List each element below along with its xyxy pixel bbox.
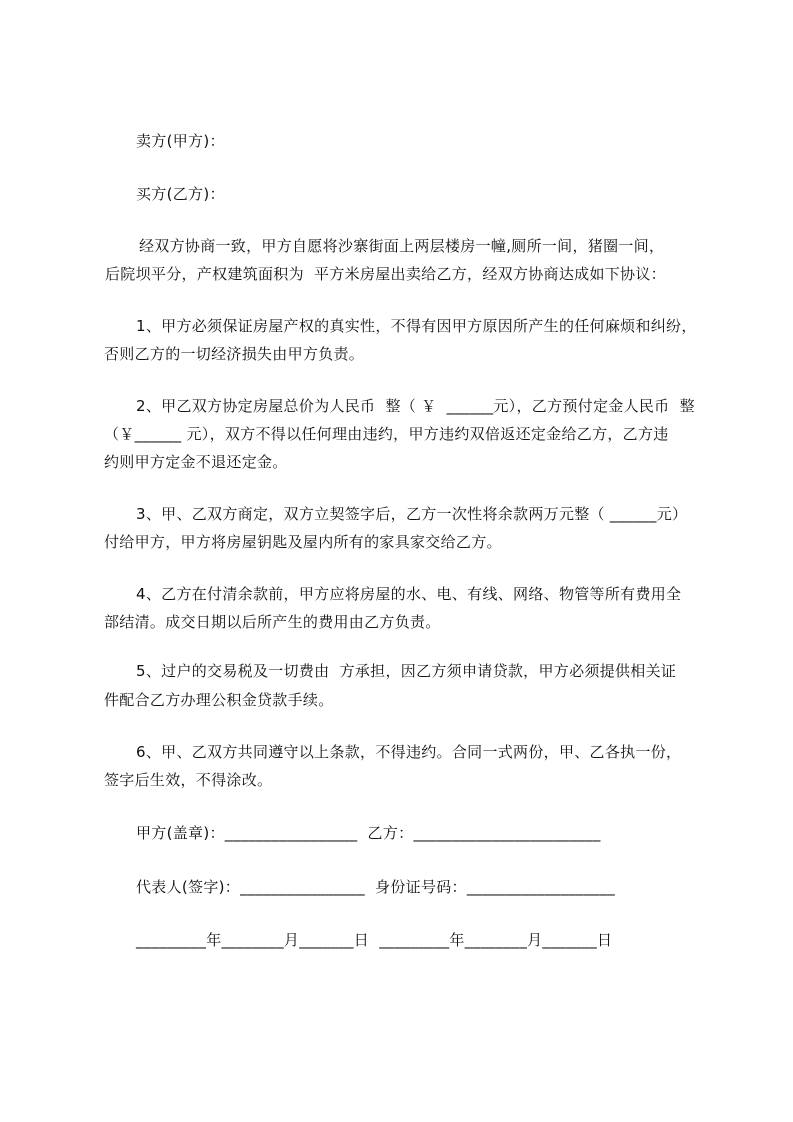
clause-2-line-2: （￥______ 元），双方不得以任何理由违约，甲方违约双倍返还定金给乙方，乙方违 [104, 425, 669, 443]
clause-4-line-1: 4、乙方在付清余款前，甲方应将房屋的水、电、有线、网络、物管等所有费用全 [136, 585, 682, 603]
clause-4-line-2: 部结清。成交日期以后所产生的费用由乙方负责。 [104, 613, 441, 631]
signature-representative-line: 代表人(签字)：________________ 身份证号码：___________________ [136, 878, 616, 896]
clause-2-line-3: 约则甲方定金不退还定金。 [104, 453, 288, 471]
intro-line-2: 后院坝平分，产权建筑面积为 平方米房屋出卖给乙方，经双方协商达成如下协议： [105, 265, 666, 283]
signature-seal-line: 甲方(盖章)：_________________ 乙方：________________________ [136, 824, 601, 842]
intro-line-1: 经双方协商一致，甲方自愿将沙寨街面上两层楼房一幢,厕所一间，猪圈一间， [139, 237, 665, 255]
clause-3-line-2: 付给甲方，甲方将房屋钥匙及屋内所有的家具家交给乙方。 [104, 533, 502, 551]
clause-5-line-2: 件配合乙方办理公积金贷款手续。 [104, 691, 334, 709]
clause-6-line-2: 签字后生效，不得涂改。 [104, 771, 273, 789]
signature-date-line: _________年________月_______日 _________年________月_______日 [136, 931, 613, 949]
clause-6-line-1: 6、甲、乙双方共同遵守以上条款，不得违约。合同一式两份，甲、乙各执一份， [136, 743, 682, 761]
clause-1-line-2: 否则乙方的一切经济损失由甲方负责。 [104, 345, 365, 363]
seller-label: 卖方(甲方)： [136, 132, 225, 150]
clause-2-line-1: 2、甲乙双方协定房屋总价为人民币 整（ ￥ ______元），乙方预付定金人民币 整 [136, 397, 695, 415]
buyer-label: 买方(乙方)： [136, 185, 225, 203]
clause-1-line-1: 1、甲方必须保证房屋产权的真实性，不得有因甲方原因所产生的任何麻烦和纠纷， [136, 317, 697, 335]
clause-3-line-1: 3、甲、乙双方商定，双方立契签字后，乙方一次性将余款两万元整（ ______元） [136, 505, 688, 523]
clause-5-line-1: 5、过户的交易税及一切费由 方承担，因乙方须申请贷款，甲方必须提供相关证 [136, 662, 677, 680]
